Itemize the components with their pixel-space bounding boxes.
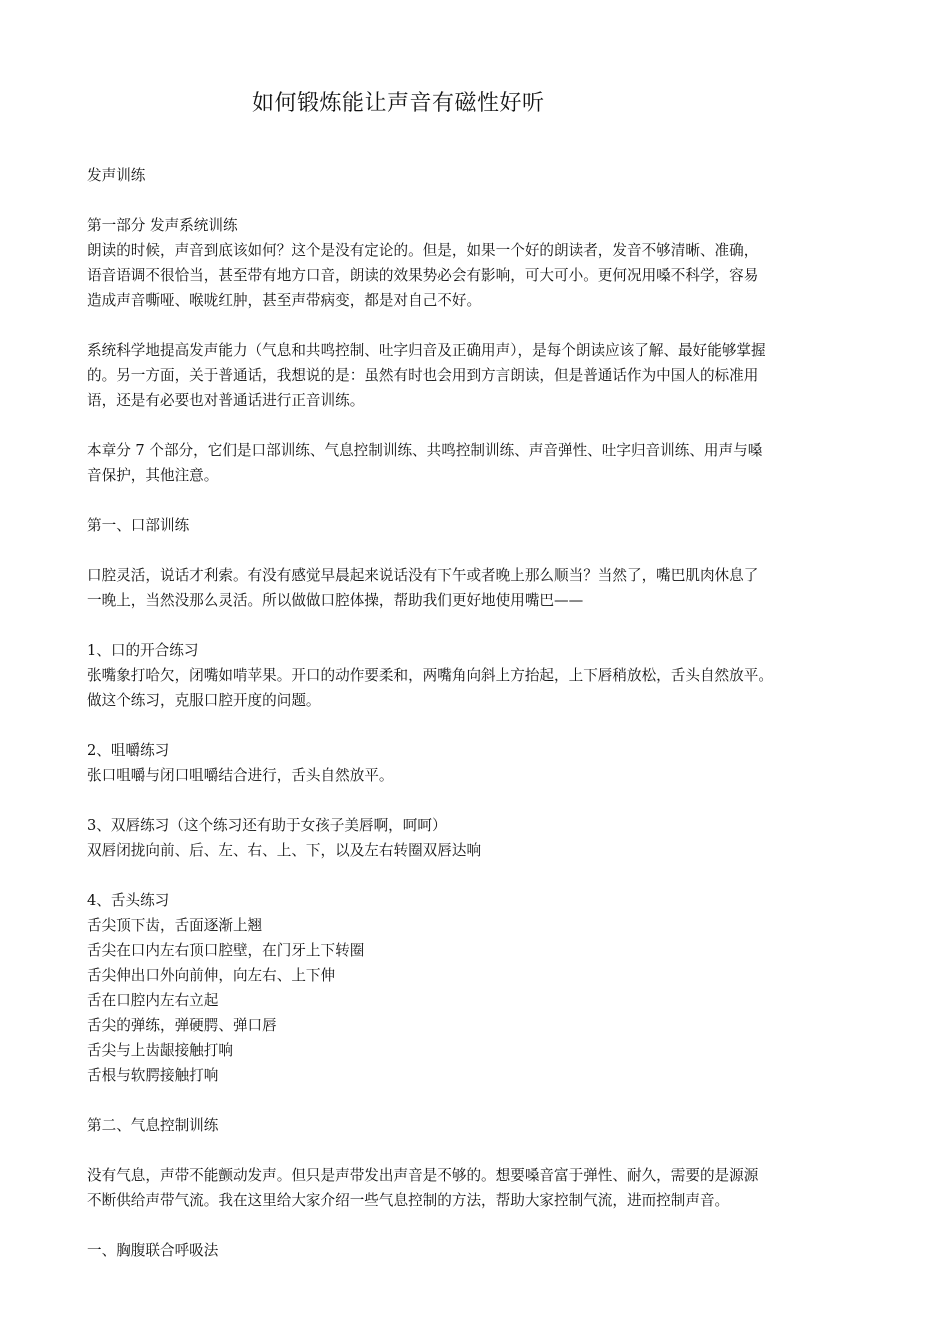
text-line: 舌尖与上齿龈接触打响 (87, 1042, 233, 1059)
text-line: 张口咀嚼与闭口咀嚼结合进行，舌头自然放平。 (87, 767, 394, 784)
paragraph-block (87, 163, 867, 188)
text-line: 语音语调不很恰当，甚至带有地方口音，朗读的效果势必会有影响，可大可小。更何况用嗓不科学，容易 (87, 267, 759, 284)
text-line: 第一、口部训练 (87, 517, 190, 534)
text-line: 舌尖的弹练，弹硬腭、弹口唇 (87, 1017, 277, 1034)
paragraph-block (87, 513, 867, 538)
text-line: 做这个练习，克服口腔开度的问题。 (87, 692, 321, 709)
text-line: 双唇闭拢向前、后、左、右、上、下，以及左右转圈双唇达响 (87, 842, 482, 859)
text-line: 4、舌头练习 (87, 892, 170, 909)
text-line: 没有气息，声带不能颤动发声。但只是声带发出声音是不够的。想要嗓音富于弹性、耐久，需要的是源源 (87, 1167, 759, 1184)
paragraph-block (87, 438, 867, 488)
text-line: 造成声音嘶哑、喉咙红肿，甚至声带病变，都是对自己不好。 (87, 292, 482, 309)
text-line: 舌在口腔内左右立起 (87, 992, 219, 1009)
text-line: 舌尖顶下齿，舌面逐渐上翘 (87, 917, 263, 934)
text-line: 舌根与软腭接触打响 (87, 1067, 219, 1084)
paragraph-block (87, 338, 867, 413)
text-line: 本章分 7 个部分，它们是口部训练、气息控制训练、共鸣控制训练、声音弹性、吐字归音训练、用声与嗓 (87, 442, 763, 459)
text-line: 发声训练 (87, 167, 146, 184)
text-line: 第一部分 发声系统训练 (87, 217, 238, 234)
text-line: 不断供给声带气流。我在这里给大家介绍一些气息控制的方法，帮助大家控制气流，进而控制声音。 (87, 1192, 730, 1209)
text-line: 第二、气息控制训练 (87, 1117, 219, 1134)
document-body (87, 163, 867, 1288)
paragraph-block (87, 738, 867, 788)
text-line: 1、口的开合练习 (87, 642, 199, 659)
text-line: 3、双唇练习（这个练习还有助于女孩子美唇啊，呵呵） (87, 817, 447, 834)
text-line: 一、胸腹联合呼吸法 (87, 1242, 219, 1259)
paragraph-block (87, 638, 867, 713)
text-line: 音保护，其他注意。 (87, 467, 219, 484)
text-line: 舌尖在口内左右顶口腔壁，在门牙上下转圈 (87, 942, 365, 959)
text-line: 语，还是有必要也对普通话进行正音训练。 (87, 392, 365, 409)
paragraph-block (87, 888, 867, 1088)
paragraph-block (87, 1238, 867, 1263)
document-title: 如何锻炼能让声音有磁性好听 (252, 91, 545, 116)
text-line: 口腔灵活，说话才利索。有没有感觉早晨起来说话没有下午或者晚上那么顺当？当然了，嘴巴肌肉休息了 (87, 567, 759, 584)
text-line: 的。另一方面，关于普通话，我想说的是：虽然有时也会用到方言朗读，但是普通话作为中国人的标准用 (87, 367, 759, 384)
text-line: 舌尖伸出口外向前伸，向左右、上下伸 (87, 967, 336, 984)
paragraph-block (87, 563, 867, 613)
paragraph-block (87, 213, 867, 313)
paragraph-block (87, 813, 867, 863)
text-line: 一晚上，当然没那么灵活。所以做做口腔体操，帮助我们更好地使用嘴巴—— (87, 592, 584, 609)
text-line: 系统科学地提高发声能力（气息和共鸣控制、吐字归音及正确用声），是每个朗读应该了解、最好能够掌握 (87, 342, 766, 359)
paragraph-block (87, 1163, 867, 1213)
text-line: 朗读的时候，声音到底该如何？这个是没有定论的。但是，如果一个好的朗读者，发音不够清晰、准确， (87, 242, 759, 259)
text-line: 2、咀嚼练习 (87, 742, 170, 759)
text-line: 张嘴象打哈欠，闭嘴如啃苹果。开口的动作要柔和，两嘴角向斜上方抬起，上下唇稍放松，舌头自然放平。 (87, 667, 773, 684)
paragraph-block (87, 1113, 867, 1138)
